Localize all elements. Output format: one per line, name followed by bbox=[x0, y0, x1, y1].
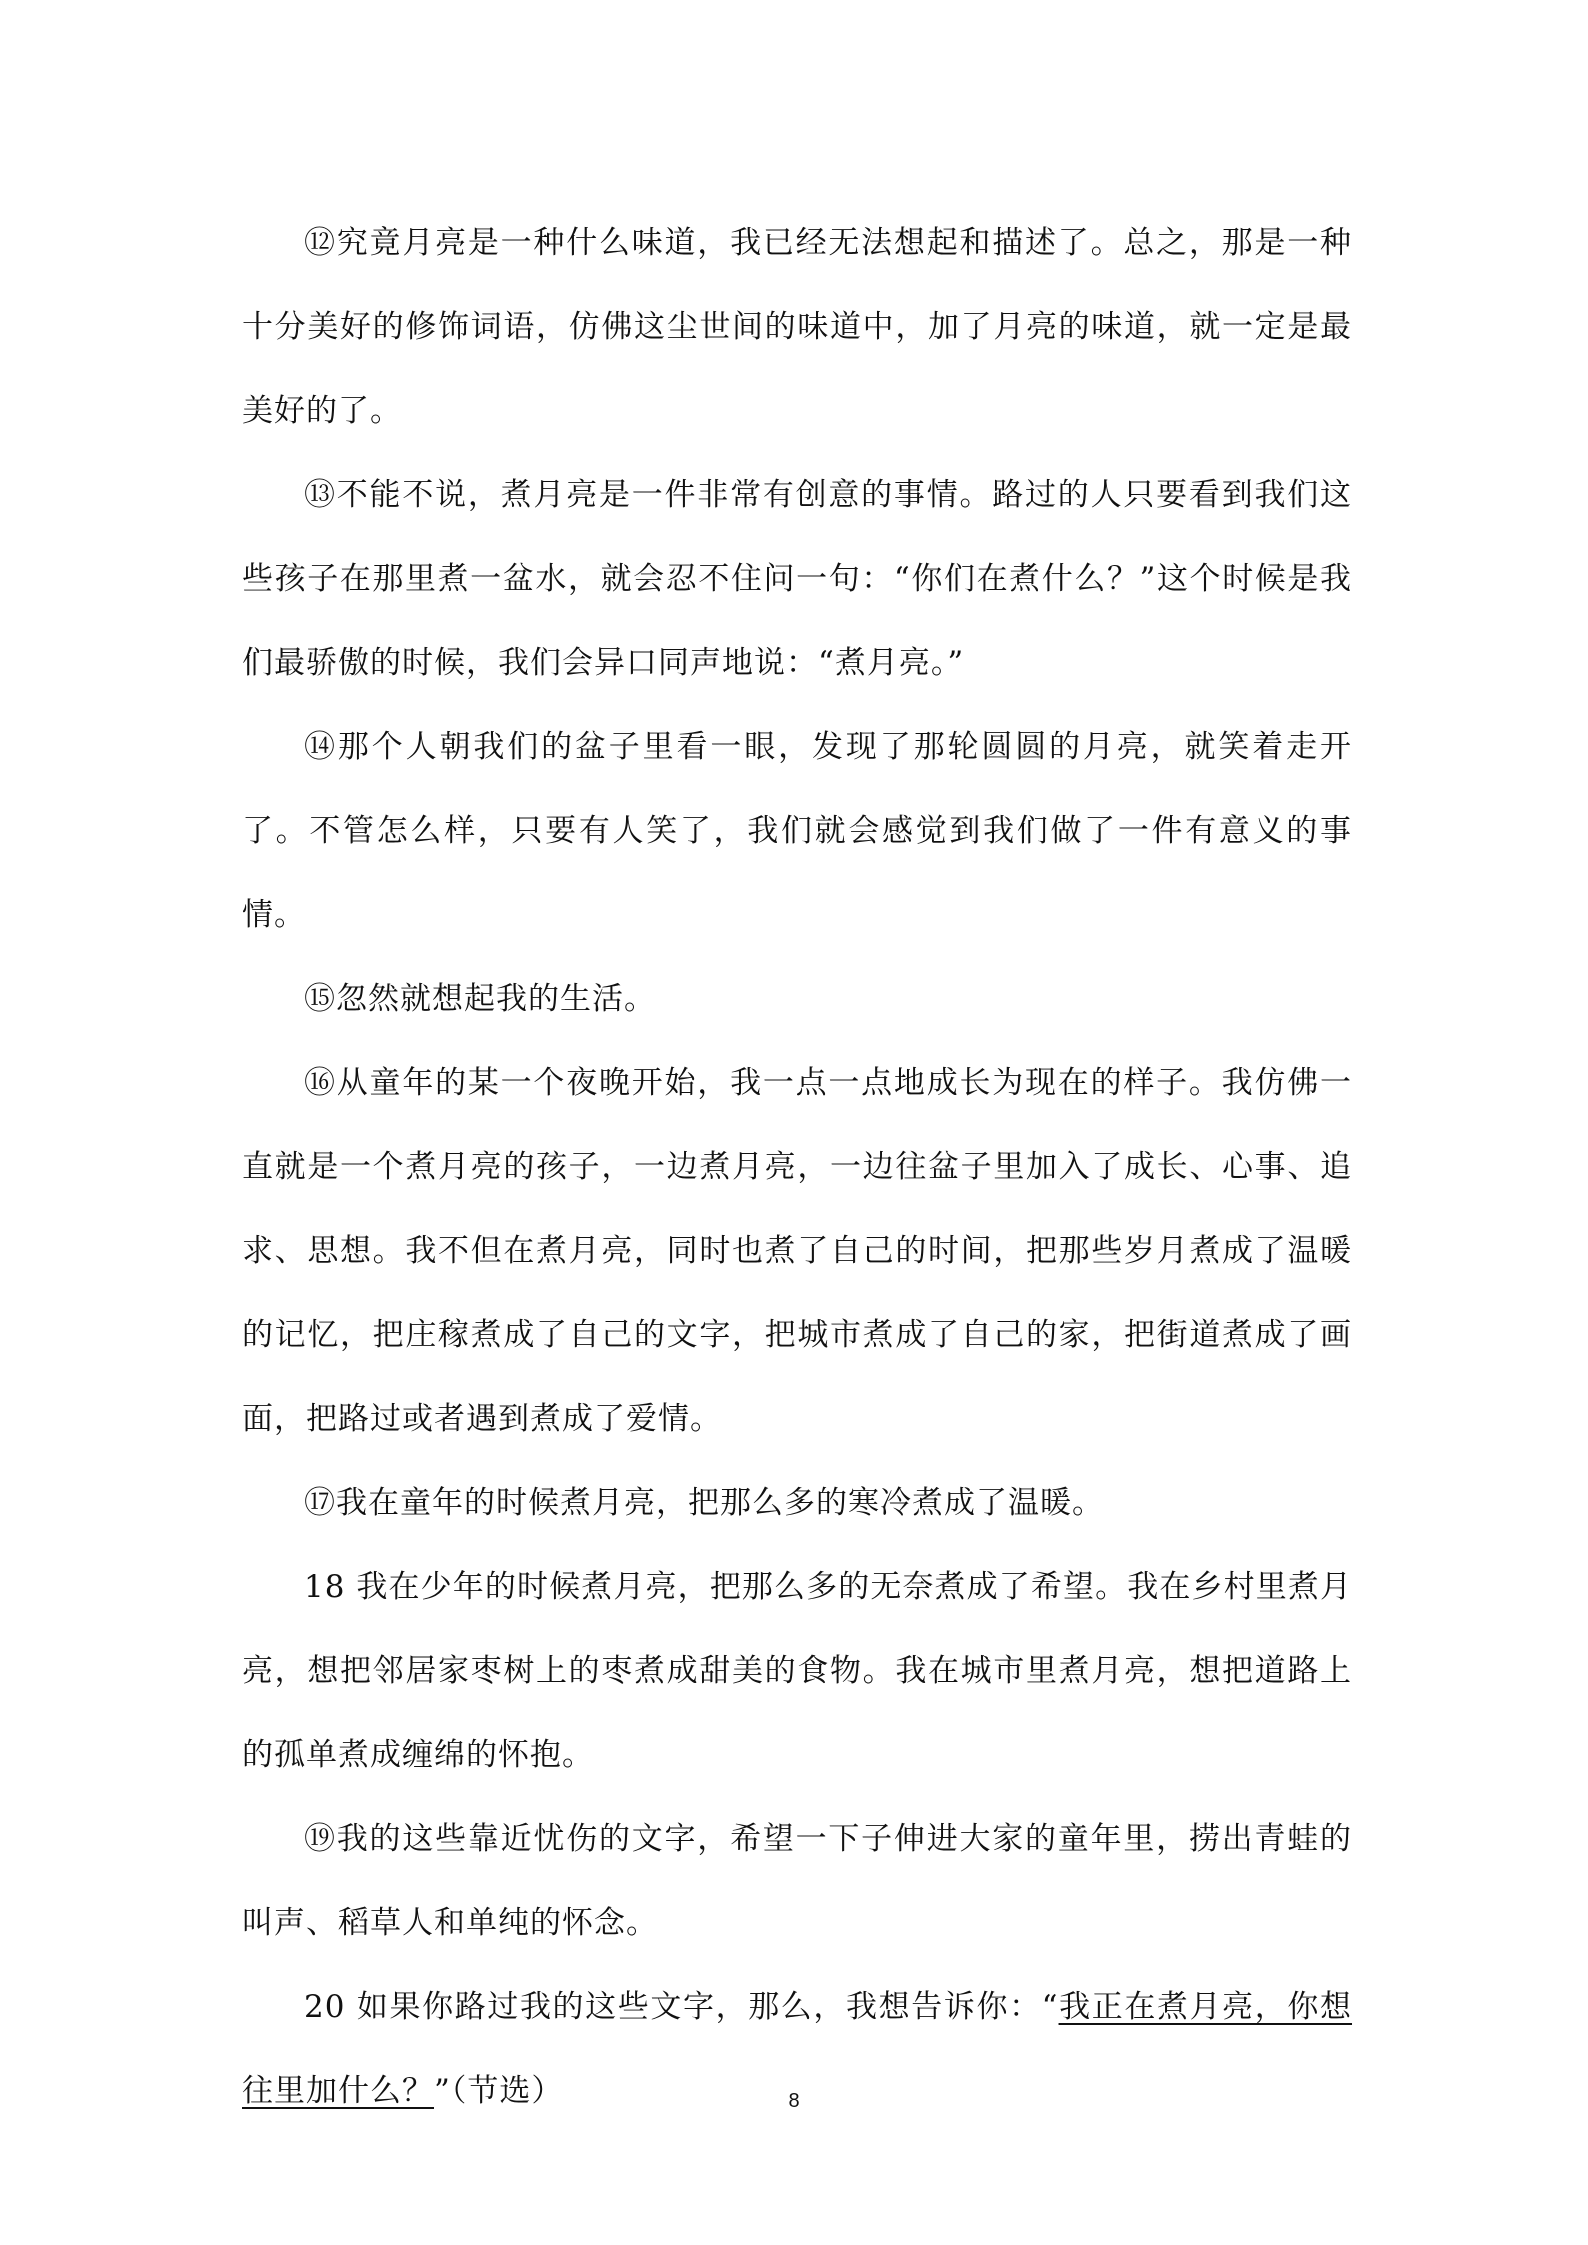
paragraph-19: ⑲我的这些靠近忧伤的文字，希望一下子伸进大家的童年里，捞出青蛙的叫声、稻草人和单纯的怀念。 bbox=[242, 1821, 1352, 1941]
paragraph-20-lead: 20 如果你路过我的这些文字，那么，我想告诉你：“ bbox=[304, 1989, 1059, 2025]
paragraph-17: ⑰我在童年的时候煮月亮，把那么多的寒冷煮成了温暖。 bbox=[304, 1485, 1104, 1521]
paragraph-14: ⑭那个人朝我们的盆子里看一眼，发现了那轮圆圆的月亮，就笑着走开了。不管怎么样，只要有人笑了，我们就会感觉到我们做了一件有意义的事情。 bbox=[242, 729, 1352, 933]
underlined-quote: 我正在煮月亮，你想往里加什么？ bbox=[242, 1989, 1353, 2109]
paragraph-15: ⑮忽然就想起我的生活。 bbox=[304, 981, 656, 1017]
paragraph-12: ⑫究竟月亮是一种什么味道，我已经无法想起和描述了。总之，那是一种十分美好的修饰词语，仿佛这尘世间的味道中，加了月亮的味道，就一定是最美好的了。 bbox=[242, 225, 1352, 429]
paragraph-20-tail: ”（节选） bbox=[434, 2073, 564, 2109]
article-body bbox=[242, 201, 1352, 2133]
paragraph-18: 18 我在少年的时候煮月亮，把那么多的无奈煮成了希望。我在乡村里煮月亮，想把邻居家枣树上的枣煮成甜美的食物。我在城市里煮月亮，想把道路上的孤单煮成缠绵的怀抱。 bbox=[242, 1569, 1352, 1773]
page-number: 8 bbox=[788, 2090, 800, 2112]
paragraph-16: ⑯从童年的某一个夜晚开始，我一点一点地成长为现在的样子。我仿佛一直就是一个煮月亮的孩子，一边煮月亮，一边往盆子里加入了成长、心事、追求、思想。我不但在煮月亮，同时也煮了自己的时间，把那些岁月煮成了温暖的记忆，把庄稼煮成了自己的文字，把城市煮成了自己的家，把街道煮成了画面，把路过或者遇到煮成了爱情。 bbox=[242, 1065, 1352, 1437]
paragraph-13: ⑬不能不说，煮月亮是一件非常有创意的事情。路过的人只要看到我们这些孩子在那里煮一盆水，就会忍不住问一句：“你们在煮什么？”这个时候是我们最骄傲的时候，我们会异口同声地说：“煮月亮。” bbox=[242, 477, 1352, 681]
